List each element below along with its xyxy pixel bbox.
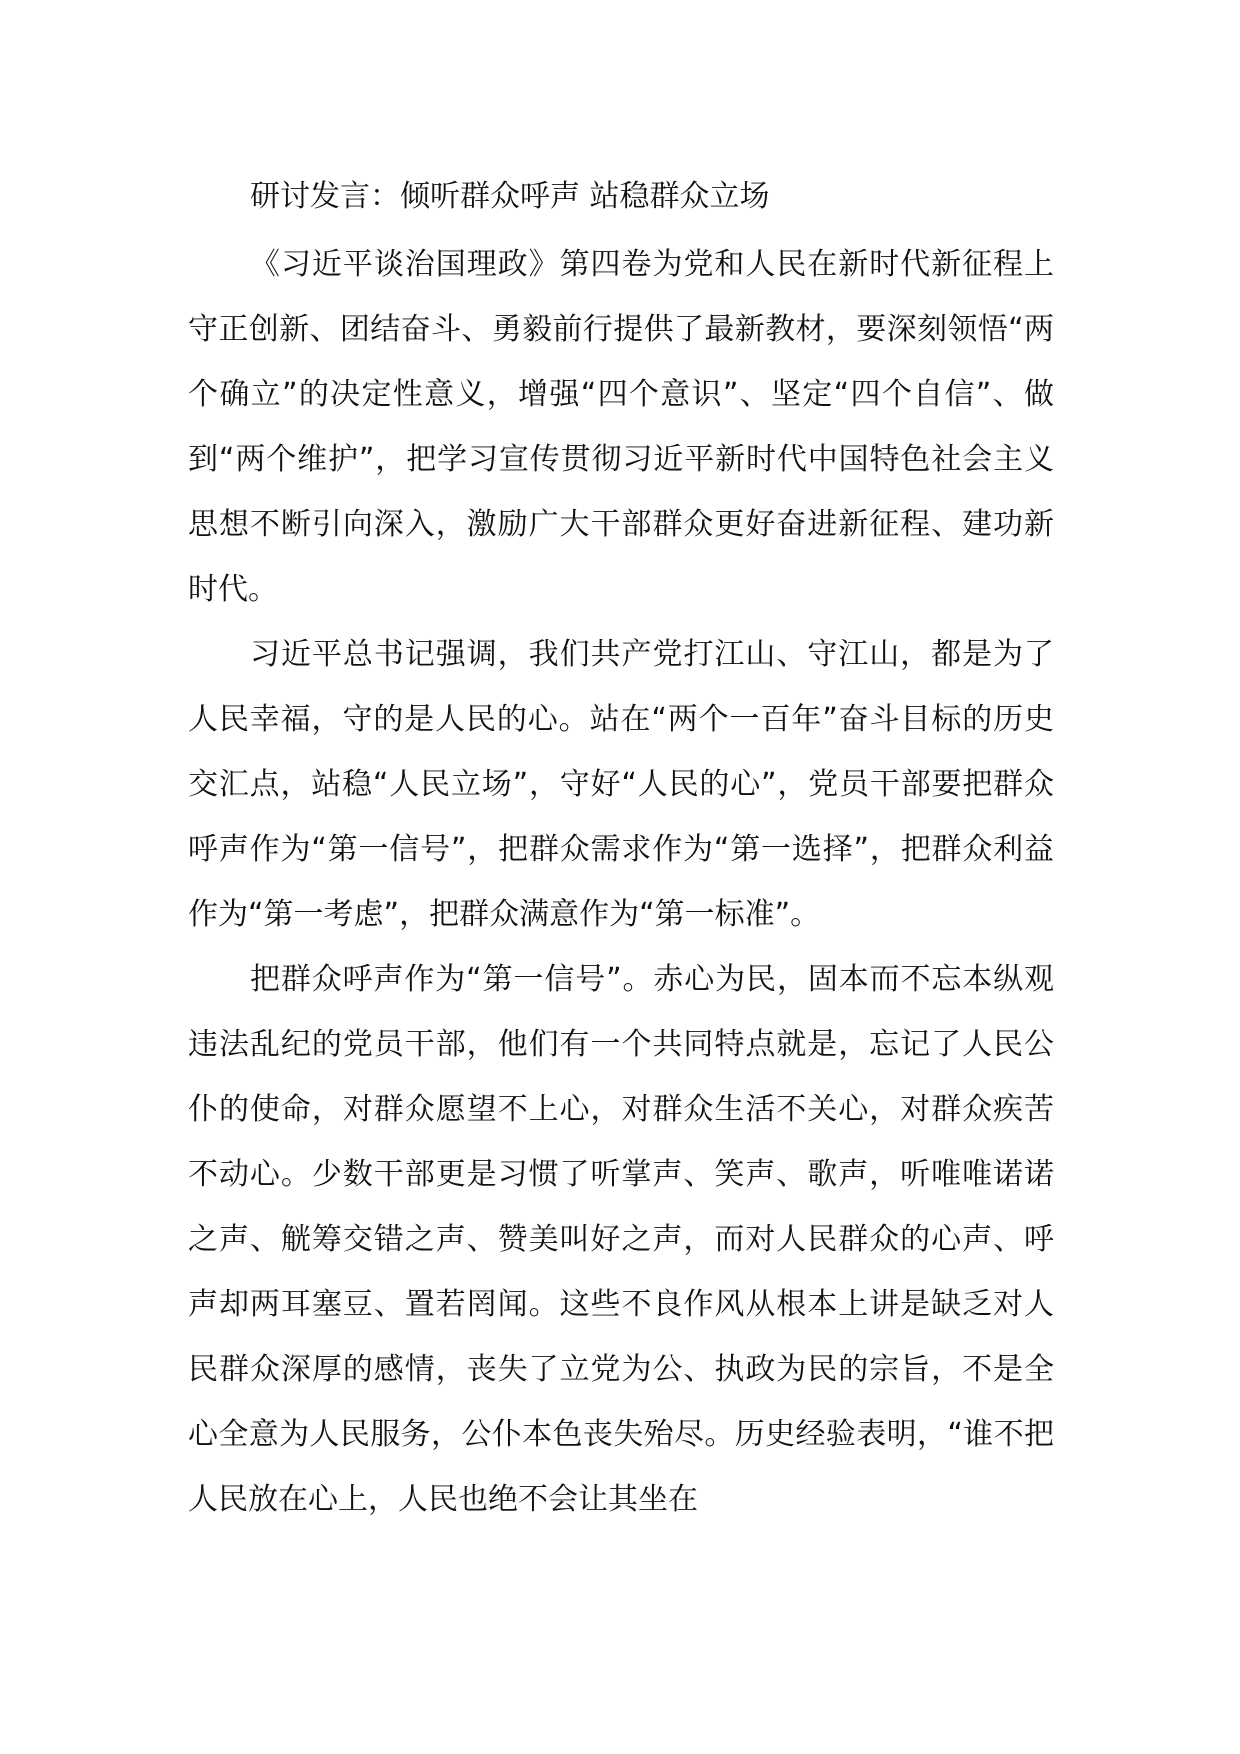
paragraph-2: 习近平总书记强调，我们共产党打江山、守江山，都是为了人民幸福，守的是人民的心。站在“两个一百年”奋斗目标的历史交汇点，站稳“人民立场”，守好“人民的心”，党员干部要把群众呼声作为“第一信号”，把群众需求作为“第一选择”，把群众利益作为“第一考虑”，把群众满意作为“第一标准”。: [188, 637, 1054, 932]
document-title: 研讨发言：倾听群众呼声 站稳群众立场: [250, 179, 770, 214]
paragraph-3: 把群众呼声作为“第一信号”。赤心为民，固本而不忘本纵观违法乱纪的党员干部，他们有一个共同特点就是，忘记了人民公仆的使命，对群众愿望不上心，对群众生活不关心，对群众疾苦不动心。少数干部更是习惯了听掌声、笑声、歌声，听唯唯诺诺之声、觥筹交错之声、赞美叫好之声，而对人民群众的心声、呼声却两耳塞豆、置若罔闻。这些不良作风从根本上讲是缺乏对人民群众深厚的感情，丧失了立党为公、执政为民的宗旨，不是全心全意为人民服务，公仆本色丧失殆尽。历史经验表明，“谁不把人民放在心上，人民也绝不会让其坐在: [188, 962, 1054, 1517]
document-page: [188, 170, 1054, 1532]
paragraph-1: 《习近平谈治国理政》第四卷为党和人民在新时代新征程上守正创新、团结奋斗、勇毅前行提供了最新教材，要深刻领悟“两个确立”的决定性意义，增强“四个意识”、坚定“四个自信”、做到“两个维护”，把学习宣传贯彻习近平新时代中国特色社会主义思想不断引向深入，激励广大干部群众更好奋进新征程、建功新时代。: [188, 247, 1054, 607]
